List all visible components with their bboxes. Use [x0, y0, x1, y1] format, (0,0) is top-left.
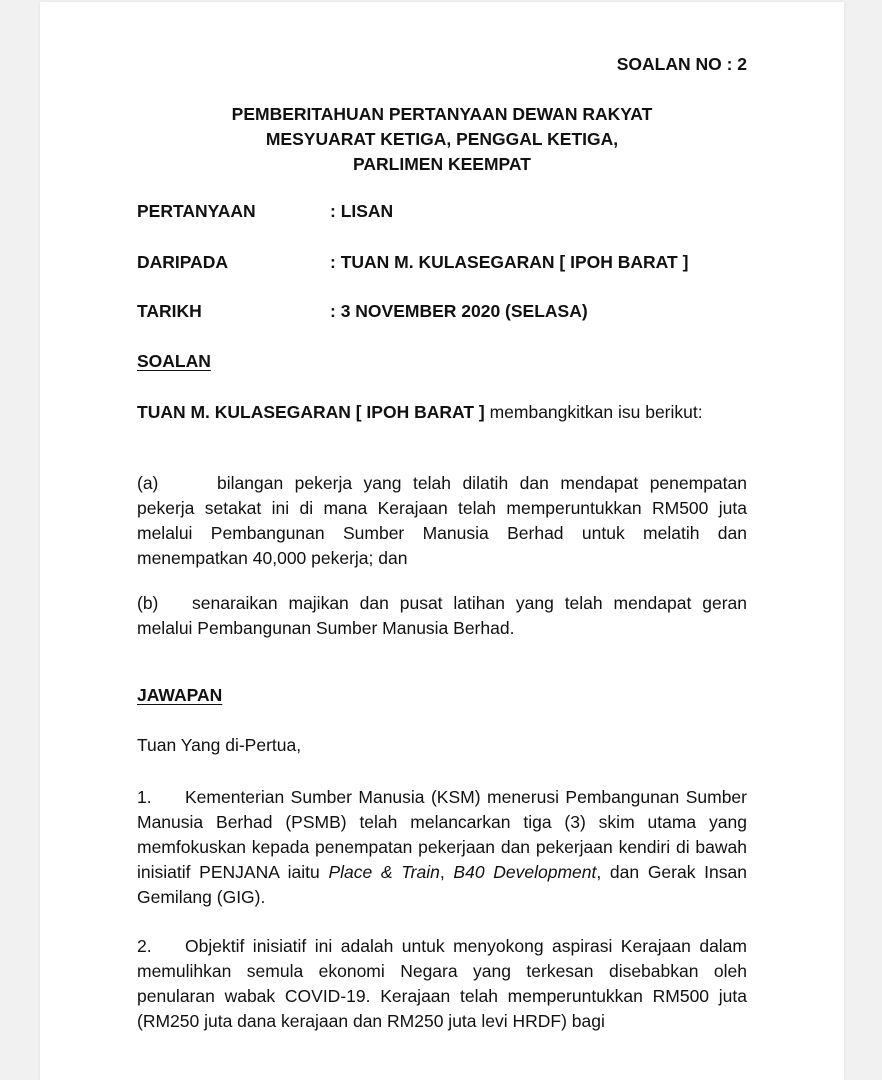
meta-label: PERTANYAAN: [137, 201, 256, 221]
jawapan-paragraph-1: [137, 785, 747, 910]
item-text: bilangan pekerja yang telah dilatih dan mendapat penempatan pekerja setakat ini di mana Kerajaan telah memperuntukkan RM500 juta melalui Pembangunan Sumber Manusia Berhad untuk melatih dan menempatkan 40,000 pekerja; dan: [137, 473, 747, 568]
paragraph-text: Objektif inisiatif ini adalah untuk menyokong aspirasi Kerajaan dalam memulihkan semula ekonomi Negara yang terkesan disebabkan oleh penularan wabak COVID-19. Kerajaan telah memperuntukkan RM500 juta (RM250 juta dana kerajaan dan RM250 juta levi HRDF) bagi: [137, 936, 747, 1031]
intro-rest: membangkitkan isu berikut:: [484, 402, 703, 422]
soalan-heading: SOALAN: [137, 351, 211, 371]
meta-value: : 3 NOVEMBER 2020 (SELASA): [330, 301, 588, 321]
title-line-1: PEMBERITAHUAN PERTANYAAN DEWAN RAKYAT: [231, 104, 653, 124]
paragraph-marker: 1.: [137, 787, 152, 807]
soalan-item-a: [137, 471, 747, 571]
soalan-intro: [137, 400, 747, 425]
intro-member-name: TUAN M. KULASEGARAN [ IPOH BARAT ]: [137, 402, 485, 422]
question-number: SOALAN NO : 2: [616, 54, 747, 74]
paragraph-text-b: ,: [439, 862, 454, 882]
jawapan-heading: JAWAPAN: [137, 685, 223, 705]
italic-place-train: Place & Train: [328, 862, 440, 882]
paragraph-marker: 2.: [137, 936, 152, 956]
italic-b40-development: B40 Development: [453, 862, 597, 882]
paragraph-text-a: Kementerian Sumber Manusia (KSM) menerusi Pembangunan Sumber Manusia Berhad (PSMB) telah melancarkan tiga (3) skim utama yang memfokuskan kepada penempatan pekerjaan dan pekerjaan kendiri di bawah inisiatif PENJANA iaitu: [137, 787, 747, 882]
meta-label: DARIPADA: [137, 252, 229, 272]
document-page: [40, 2, 844, 1080]
meta-value: : LISAN: [330, 201, 394, 221]
jawapan-paragraph-2: [137, 934, 747, 1034]
document-title: [40, 102, 844, 177]
salutation: Tuan Yang di-Pertua,: [137, 735, 302, 755]
item-marker: (a): [137, 473, 159, 493]
item-marker: (b): [137, 593, 159, 613]
title-line-2: MESYUARAT KETIGA, PENGGAL KETIGA,: [265, 129, 619, 149]
meta-label: TARIKH: [137, 301, 202, 321]
paragraph-text-c: , dan Gerak Insan Gemilang (GIG).: [137, 862, 747, 907]
title-line-3: PARLIMEN KEEMPAT: [353, 154, 531, 174]
item-text: senaraikan majikan dan pusat latihan yang telah mendapat geran melalui Pembangunan Sumber Manusia Berhad.: [137, 593, 747, 638]
soalan-item-b: [137, 591, 747, 641]
meta-value: : TUAN M. KULASEGARAN [ IPOH BARAT ]: [330, 252, 689, 272]
